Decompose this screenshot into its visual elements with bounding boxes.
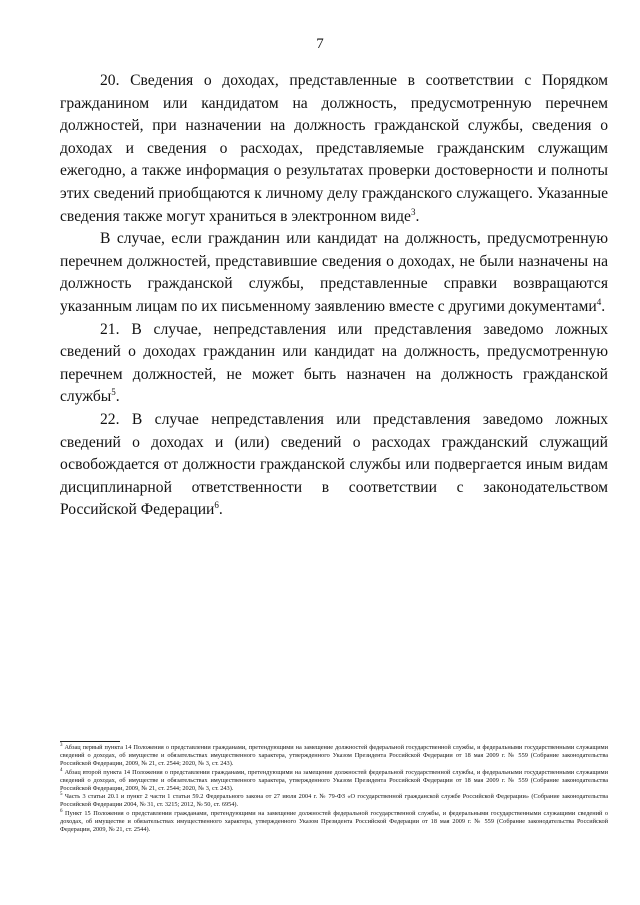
paragraph-20-cont: В случае, если гражданин или кандидат на должность, предусмотренную перечнем должностей, представившие сведения о доходах, не были назначены на должность гражданской службы, представленные справки возвращаются указанным лицам по их письменному заявлению вместе с другими документами$^4$. — [60, 230, 608, 315]
footnote-6: $^6$ Пункт 15 Положения о представлении гражданами, претендующими на замещение должностей федеральной государственной службы, и федеральными государственными служащими сведений о доходах, об имуществе и обязательствах имущественного характера, утвержденного Указом Президента Российской Федерации от 18 мая 2009 г. № 559 (Собрание законодательства Российской Федерации, 2009, № 21, ст. 2544). — [60, 808, 608, 834]
paragraph-20: 20. Сведения о доходах, представленные в соответствии с Порядком гражданином или кандидатом на должность, предусмотренную перечнем должностей, при назначении на должность гражданской службы, сведения о доходах и сведения о расходах, представляемые гражданским служащим ежегодно, а также информация о результатах проверки достоверности и полноты этих сведений приобщаются к личному делу гражданского служащего. Указанные сведения также могут храниться в электронном виде$^3$. — [60, 72, 608, 225]
paragraph-22: 22. В случае непредставления или представления заведомо ложных сведений о доходах и (или) сведений о расходах гражданский служащий освобождается от должности гражданской службы или подвергается иным видам дисциплинарной ответственности в соответствии с законодательством Российской Федерации$^6$. — [60, 410, 608, 519]
footnote-ref-3[interactable]: 3 — [410, 206, 416, 217]
footnote-5: $^5$ Часть 3 статьи 20.1 и пункт 2 части 1 статьи 59.2 Федерального закона от 27 июля 2004 г. № 79-ФЗ «О государственной гражданской службе Российской Федерации» (Собрание законодательства Российской Федерации 2004, № 31, ст. 3215; 2012, № 50, ст. 6954). — [60, 792, 608, 809]
body-text — [60, 70, 608, 522]
footnote-ref-6[interactable]: 6 — [214, 500, 219, 511]
page-number: 7 — [316, 36, 324, 52]
paragraph-21: 21. В случае, непредставления или представления заведомо ложных сведений о доходах гражданин или кандидат на должность, предусмотренную перечнем должностей, не может быть назначен на должность гражданской службы$^5$. — [60, 320, 608, 406]
footnote-ref-5[interactable]: 5 — [111, 387, 116, 398]
footnote-separator — [60, 741, 120, 742]
footnotes — [60, 741, 608, 834]
footnote-3: $^3$ Абзац первый пункта 14 Положения о представлении гражданами, претендующими на замещение должностей федеральной государственной службы, и федеральными государственными служащими сведений о доходах, об имуществе и обязательствах имущественного характера, утвержденного Указом Президента Российской Федерации от 18 мая 2009 г. № 559 (Собрание законодательства Российской Федерации, 2009, № 21, ст. 2544; 2020, № 3, ст. 243). — [60, 743, 609, 768]
footnote-ref-4[interactable]: 4 — [596, 296, 602, 307]
footnote-4: $^4$ Абзац второй пункта 14 Положения о представлении гражданами, претендующими на замещение должностей федеральной государственной службы, и федеральными государственными служащими сведений о доходах, об имуществе и обязательствах имущественного характера, утвержденного Указом Президента Российской Федерации от 18 мая 2009 г. № 559 (Собрание законодательства Российской Федерации, 2009, № 21, ст. 2544; 2020, № 3, ст. 243). — [60, 767, 608, 793]
